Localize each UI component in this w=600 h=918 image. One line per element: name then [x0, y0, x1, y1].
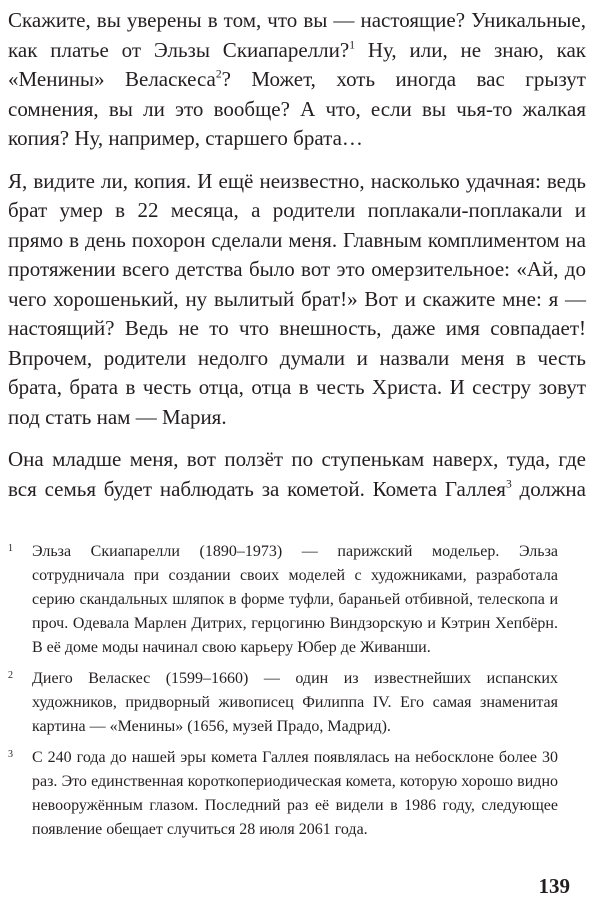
paragraph-3-part-b: должна	[511, 476, 586, 501]
footnote-text: С 240 года до нашей эры комета Галлея появлялась на небосклоне более 30 раз. Это единственная короткопериодическая комета, которую хорошо видно невооружённым глазом. Последний раз её видели в 1986 году, следующее появление обещает случиться 28 июля 2061 года.	[32, 749, 558, 838]
paragraph-3	[8, 445, 586, 504]
footnote-number: 3	[8, 749, 13, 760]
footnote-3	[8, 746, 586, 842]
footnote-text: Диего Веласкес (1599–1660) — один из известнейших испанских художников, придворный живописец Филиппа IV. Его самая знаменитая картина — «Менины» (1656, музей Прадо, Мадрид).	[32, 670, 558, 735]
footnote-text: Эльза Скиапарелли (1890–1973) — парижский модельер. Эльза сотрудничала при создании своих моделей с художниками, разработала серию скандальных шляпок в форме туфли, бараньей отбивной, телескопа и проч. Одевала Марлен Дитрих, герцогиню Виндзорскую и Кэтрин Хепбёрн. В её доме моды начинал свою карьеру Юбер де Живанши.	[32, 543, 558, 656]
main-text	[8, 6, 586, 517]
paragraph-3-part-a: Она младше меня, вот ползёт по ступенькам наверх, туда, где вся семья будет наблюдать за кометой. Комета Галлея	[8, 447, 586, 501]
footnote-ref-1[interactable]: 1	[349, 38, 355, 51]
paragraph-1	[8, 6, 586, 154]
footnote-2	[8, 667, 586, 739]
footnote-1	[8, 540, 586, 660]
footnote-number: 2	[8, 670, 13, 681]
page-number: 139	[538, 874, 570, 898]
paragraph-2: Я, видите ли, копия. И ещё неизвестно, насколько удачная: ведь брат умер в 22 месяца, а родители поплакали-поплакали и прямо в день похорон сделали меня. Главным комплиментом на протяжении всего детства было вот это омерзительное: «Ай, до чего хорошенький, ну вылитый брат!» Вот и скажите мне: я — настоящий? Ведь не то что внешность, даже имя совпадает! Впрочем, родители недолго думали и назвали меня в честь брата, брата в честь отца, отца в честь Христа. И сестру зовут под стать нам — Мария.	[8, 168, 586, 429]
footnotes	[8, 540, 586, 849]
paragraph-1-part-c: ? Может, хоть иногда вас грызут сомнения, вы ли это вообще? А что, если вы чья-то жалкая копия? Ну, например, старшего брата…	[8, 67, 586, 150]
paragraph-1-part-b: Ну, или, не знаю, как «Менины» Веласкеса	[8, 37, 586, 91]
paragraph-1-part-a: Скажите, вы уверены в том, что вы — настоящие? Уникальные, как платье от Эльзы Скиапарелли?	[8, 8, 586, 62]
footnote-number: 1	[8, 543, 13, 554]
footnote-ref-3[interactable]: 3	[505, 477, 512, 490]
footnote-ref-2[interactable]: 2	[215, 68, 222, 81]
